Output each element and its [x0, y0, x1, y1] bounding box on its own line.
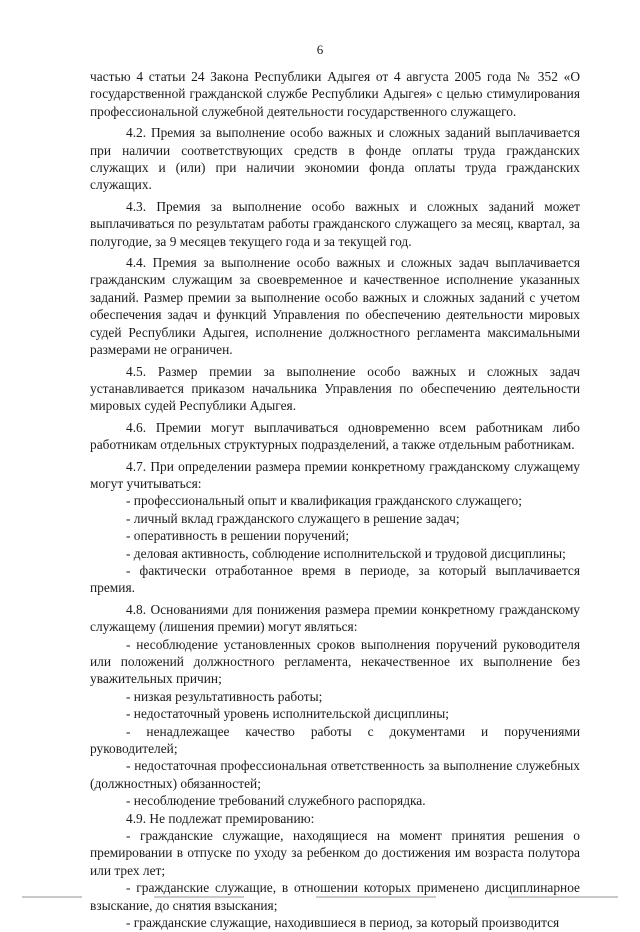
document-body [90, 68, 580, 932]
footer-mark [508, 896, 618, 898]
footer-mark [22, 896, 82, 898]
paragraph-4-2: 4.2. Премия за выполнение особо важных и сложных заданий выплачивается при наличии соответствующих средств в фонде оплаты труда гражданских служащих и (или) при наличии экономии фонда оплаты труда гражданских служащих. [90, 125, 580, 193]
paragraph-intro: частью 4 статьи 24 Закона Республики Адыгея от 4 августа 2005 года № 352 «О государственной гражданской службе Республики Адыгея» с целью стимулирования профессиональной служебной деятельности государственного служащего. [90, 69, 580, 119]
paragraph-4-3: 4.3. Премия за выполнение особо важных и сложных заданий может выплачиваться по результатам работы гражданского служащего за месяц, квартал, за полугодие, за 9 месяцев текущего года и за текущей год. [90, 198, 580, 249]
list-item: - недостаточный уровень исполнительской дисциплины; [126, 706, 449, 722]
list-item: - гражданские служащие, в отношении которых применено дисциплинарное взыскание, до снятия взыскания; [90, 880, 580, 913]
paragraph-4-5: 4.5. Размер премии за выполнение особо важных и сложных задач устанавливается приказом начальника Управления по обеспечению деятельности мировых судей Республики Адыгея. [90, 363, 580, 414]
page-number: 6 [316, 42, 324, 57]
scan-footer-marks [0, 896, 640, 902]
paragraph-4-9: 4.9. Не подлежат премированию: [126, 810, 315, 826]
list-item: - гражданские служащие, находящиеся на момент принятия решения о премировании в отпуске по уходу за ребенком до достижения им возраста полутора или трех лет; [90, 828, 580, 878]
list-item: - оперативность в решении поручений; [126, 528, 350, 544]
list-item: - ненадлежащее качество работы с документами и поручениями руководителей; [90, 723, 580, 757]
paragraph-4-8: 4.8. Основаниями для понижения размера премии конкретному гражданскому служащему (лишения премии) могут являться: [90, 601, 580, 635]
paragraph-4-4: 4.4. Премия за выполнение особо важных и сложных задач выплачивается гражданским служащим за своевременное и качественное исполнение указанных заданий. Размер премии за выполнение особо важных и сложных заданий с учетом обеспечения задач и функций Управления по обеспечению деятельности мировых судей Республики Адыгея, исполнение должностного регламента максимальными размерами не ограничен. [90, 255, 580, 358]
list-item: - личный вклад гражданского служащего в решение задач; [126, 510, 460, 526]
list-item: - низкая результативность работы; [126, 688, 323, 704]
list-item: - фактически отработанное время в периоде, за который выплачивается премия. [90, 562, 580, 596]
list-item: - профессиональный опыт и квалификация гражданского служащего; [126, 493, 522, 509]
paragraph-4-6: 4.6. Премии могут выплачиваться одновременно всем работникам либо работникам отдельных структурных подразделений, а также отдельным работникам. [90, 419, 580, 453]
list-item: - деловая активность, соблюдение исполнительской и трудовой дисциплины; [126, 545, 566, 561]
list-item: - несоблюдение требований служебного распорядка. [126, 793, 426, 809]
footer-mark [154, 896, 244, 898]
list-item: - гражданские служащие, находившиеся в период, за который производится [126, 915, 560, 931]
list-item: - недостаточная профессиональная ответственность за выполнение служебных (должностных) обязанностей; [90, 758, 580, 791]
footer-mark [316, 896, 436, 898]
list-item: - несоблюдение установленных сроков выполнения поручений руководителя или положений должностного регламента, некачественное их выполнение без уважительных причин; [90, 636, 580, 687]
paragraph-4-7: 4.7. При определении размера премии конкретному гражданскому служащему могут учитываться: [90, 458, 580, 491]
